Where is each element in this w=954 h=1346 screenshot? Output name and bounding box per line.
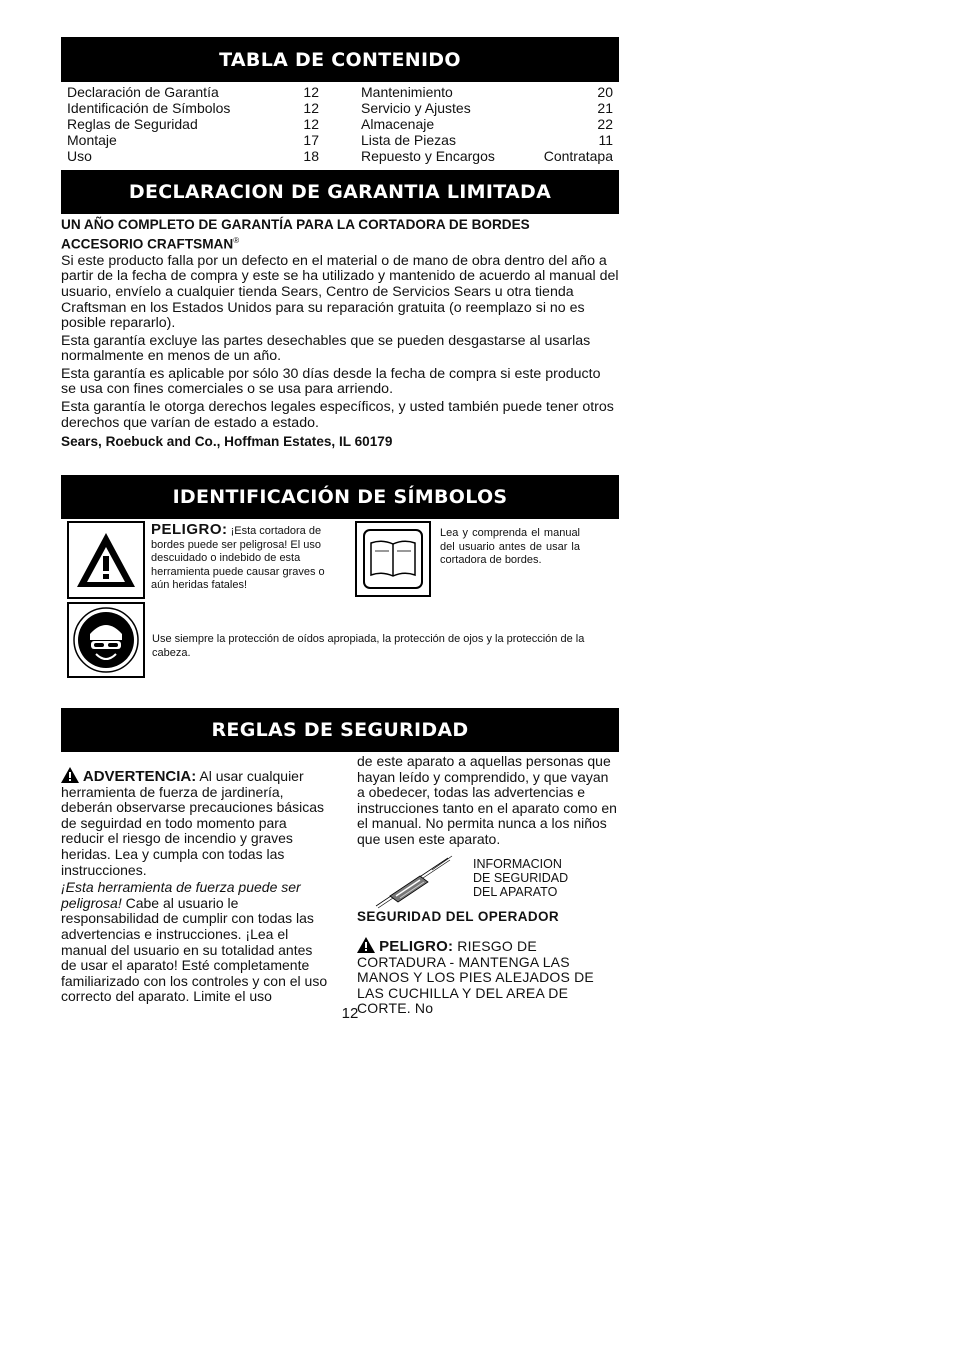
warning-triangle-icon: [357, 937, 375, 953]
warranty-subtitle: UN AÑO COMPLETO DE GARANTÍA PARA LA CORTADORA DE BORDES ACCESORIO CRAFTSMAN®: [61, 217, 530, 252]
danger-description: ¡Esta cortadora de bordes puede ser peligrosa! El uso descuidado o indebido de esta herramienta puede causar graves o aún heridas fatales!: [151, 525, 325, 592]
toc-entry[interactable]: Lista de Piezas 11: [361, 132, 613, 148]
symbols-title-bar: [61, 475, 619, 519]
symbols-title: IDENTIFICACIÓN DE SÍMBOLOS: [172, 486, 508, 508]
danger-symbol-box: [67, 521, 145, 599]
protection-text-block: [152, 633, 592, 660]
rules-continued-text: de este aparato a aquellas personas que hayan leído y comprendido, y que vayan a obedecer, todas las advertencias e instrucciones tanto en el aparato como en el manual. No permita nunca a los niños que usen este aparato.: [357, 753, 617, 847]
toc-entry[interactable]: Repuesto y Encargos Contratapa: [361, 148, 613, 164]
rules-title: REGLAS DE SEGURIDAD: [211, 719, 469, 741]
warranty-paragraph: Si este producto falla por un defecto en el material o de mano de obra dentro del año a partir de la fecha de compra y este se ha utilizado y mantenido de acuerdo al manual del usuario, envíelo a cualquier tienda Sears, Centro de Servicios Sears u otra tienda Craftsman en los Estados Unidos para su reparación gratuita (o reemplazo si no es posible repararlo).: [61, 252, 619, 332]
operator-danger-text: RIESGO DE CORTADURA - MANTENGA LAS MANOS Y LOS PIES ALEJADOS DE LAS CUCHILLA Y DEL AREA DE CORTE. No: [357, 938, 594, 1017]
warranty-paragraph: Esta garantía es aplicable por sólo 30 días desde la fecha de compra si este producto se usa con fines comerciales o se usa para arriendo.: [61, 365, 601, 398]
toc-entry[interactable]: Uso 18: [67, 148, 319, 164]
decal-label: INFORMACION DE SEGURIDAD DEL APARATO: [473, 857, 569, 899]
toc-entry[interactable]: Identificación de Símbolos 12: [67, 100, 319, 116]
toc-title-bar: [61, 37, 619, 82]
page-number: 12: [341, 1005, 359, 1022]
book-icon: [357, 523, 429, 595]
italic-warning: ¡Esta herramienta de fuerza puede ser peligrosa!: [61, 879, 301, 911]
user-responsibility-text: Cabe al usuario le responsabilidad de cumplir con todas las advertencias e instrucciones. ¡Lea el manual del usuario en su totalidad antes de usar el aparato! Esté completamente familiarizado con los controles y con el uso correcto del aparato. Limite el uso: [61, 894, 328, 1005]
toc-entry[interactable]: Declaración de Garantía 12: [67, 84, 319, 100]
warning-text: Al usar cualquier herramienta de fuerza de jardinería, deberán observarse precauciones básicas de seguirdad en todo momento para reducir el riesgo de incendio y graves heridas. Lea y cumpla con todas las instrucciones.: [61, 768, 325, 878]
toc-entry[interactable]: Mantenimiento 20: [361, 84, 613, 100]
warning-label: ADVERTENCIA:: [82, 768, 197, 785]
danger-label: PELIGRO:: [151, 521, 228, 538]
toc-entry[interactable]: Servicio y Ajustes 21: [361, 100, 613, 116]
warranty-address: Sears, Roebuck and Co., Hoffman Estates, IL 60179: [61, 434, 393, 450]
operator-safety-heading: SEGURIDAD DEL OPERADOR: [357, 909, 560, 924]
protective-gear-icon: [69, 604, 143, 676]
toc-entry[interactable]: Almacenaje 22: [361, 116, 613, 132]
rules-left-column: [61, 767, 329, 1005]
danger-text-block: [151, 523, 343, 593]
warranty-title: DECLARACION DE GARANTIA LIMITADA: [128, 181, 552, 203]
toc-entry[interactable]: Montaje 17: [67, 132, 319, 148]
manual-description: Lea y comprenda el manual del usuario antes de usar la cortadora de bordes.: [440, 527, 580, 567]
safety-decal-illustration: [368, 852, 458, 912]
manual-text-block: [440, 527, 580, 568]
rules-right-column: [357, 754, 619, 848]
protection-symbol-box: [67, 602, 145, 678]
warranty-paragraph: Esta garantía excluye las partes desechables que se pueden desgastarse al usarlas normalmente en menos de un año.: [61, 332, 591, 365]
manual-symbol-box: [355, 521, 431, 597]
rules-title-bar: [61, 708, 619, 752]
warning-triangle-icon: [69, 523, 143, 597]
protection-description: Use siempre la protección de oídos apropiada, la protección de ojos y la protección de la cabeza.: [152, 633, 585, 659]
warranty-section: [61, 217, 619, 450]
warranty-title-bar: [61, 170, 619, 214]
warning-triangle-icon: [61, 767, 79, 783]
toc-title: TABLA DE CONTENIDO: [219, 48, 461, 71]
operator-danger-label: PELIGRO:: [379, 938, 454, 955]
toc-right-column: [361, 84, 613, 164]
warranty-paragraph: Esta garantía le otorga derechos legales específicos, y usted también puede tener otros derechos que varían de estado a estado.: [61, 399, 614, 431]
toc-entry[interactable]: Reglas de Seguridad 12: [67, 116, 319, 132]
toc-left-column: [67, 84, 319, 164]
